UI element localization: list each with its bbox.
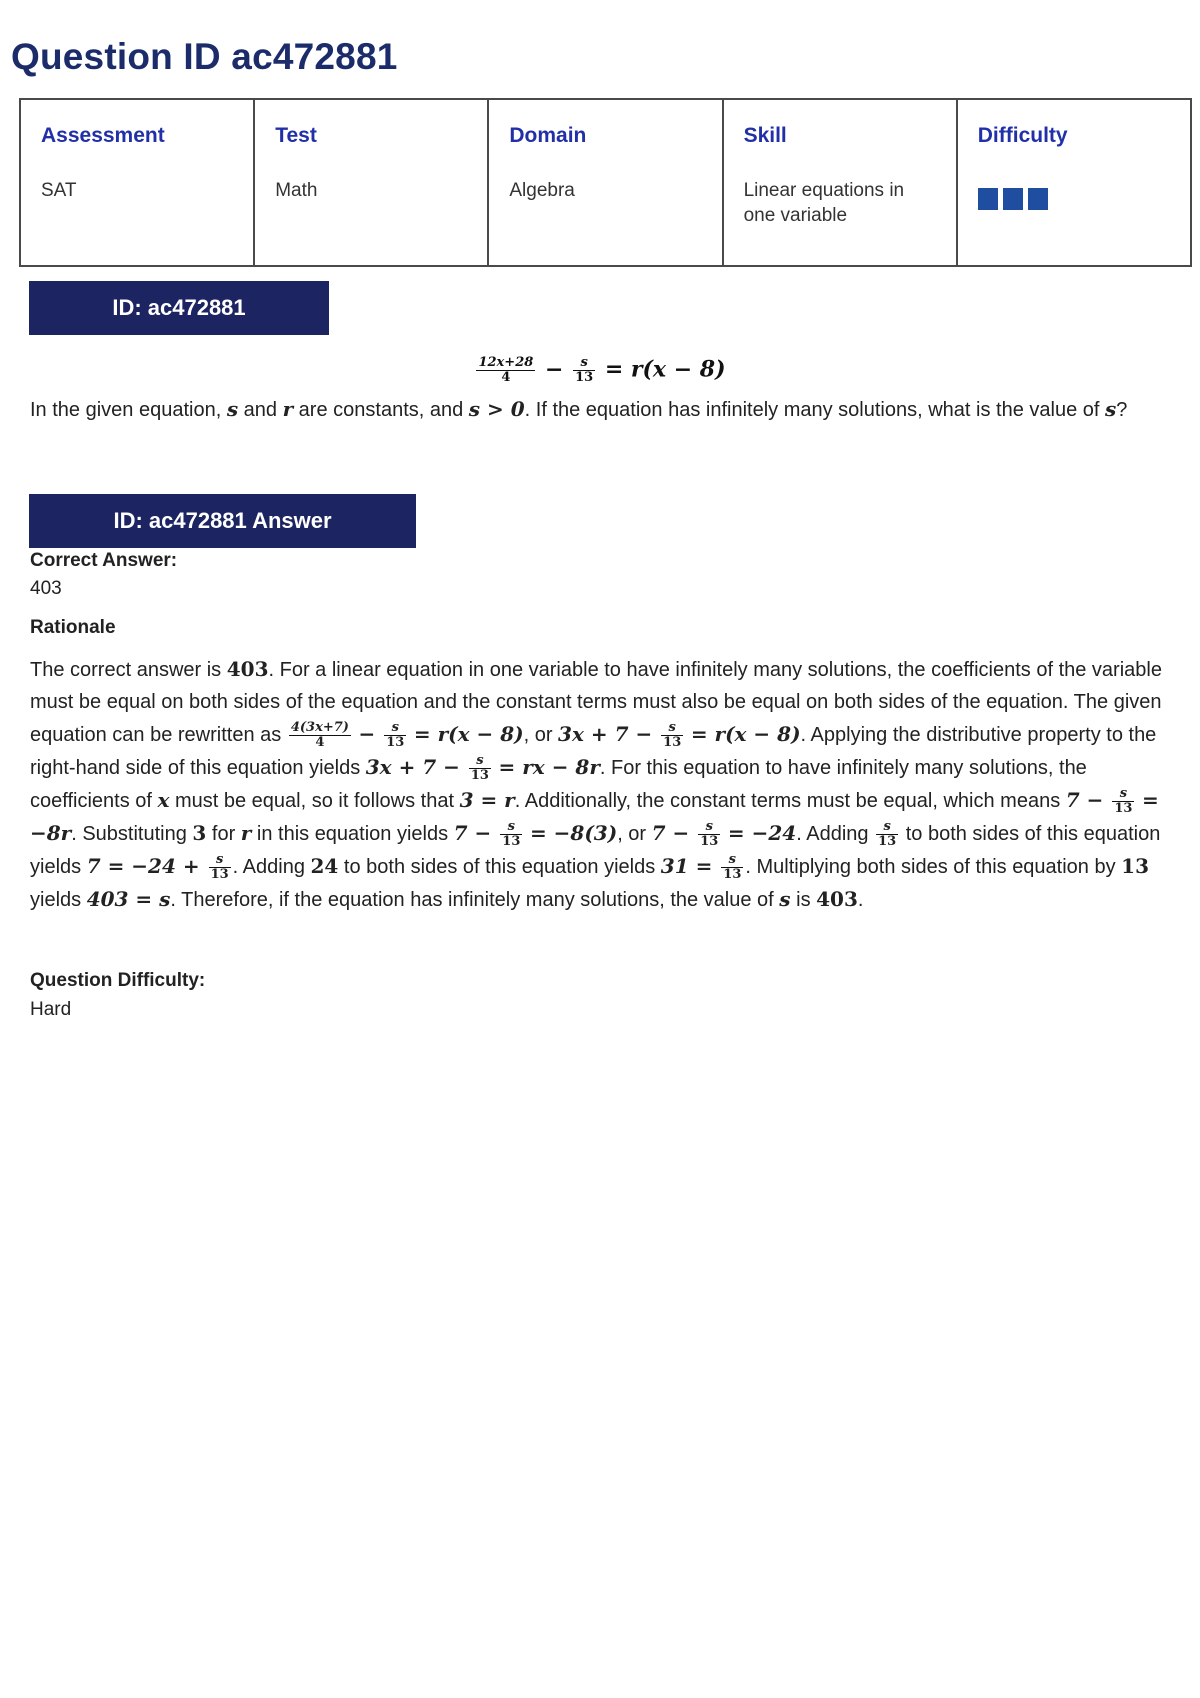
rationale-text: The correct answer is 403. For a linear equation in one variable to have infinitely many solutions, the coefficients of the variable must be equal on both sides of the equation and the constant terms must also be equal on both sides of the equation. The given equation can be rewritten as $\frac{4(3x+7)}{4}$ − $\frac{s}{13}$ = r(x − 8), or 3x + 7 − $\frac{s}{13}$ = r(x − 8). Applying the distributive property to the right-hand side of this equation yields 3x + 7 − $\frac{s}{13}$ = rx − 8r. For this equation to have infinitely many solutions, the coefficients of x must be equal, so it follows that 3 = r. Additionally, the constant terms must be equal, which means 7 − $\frac{s}{13}$ = −8r. Substituting 3 for r in this equation yields 7 − $\frac{s}{13}$ = −8(3), or 7 − $\frac{s}{13}$ = −24. Adding $\frac{s}{13}$ to both sides of this equation yields 7 = −24 + $\frac{s}{13}$ . Adding 24 to both sides of this equation yields 31 = $\frac{s}{13}$ . Multiplying both sides of this equation by 13 yields 403 = s. Therefore, if the equation has infinitely many solutions, the value of s is 403. [30, 657, 1162, 911]
domain-label: Domain [509, 124, 587, 147]
difficulty-label: Difficulty [977, 124, 1068, 147]
correct-answer-label: Correct Answer: [30, 550, 178, 571]
equation-fraction: $\frac{s}{13}$ [575, 355, 594, 385]
equation-fraction: $\frac{s}{13}$ [210, 852, 229, 883]
skill-label: Skill [743, 124, 787, 147]
equation-fraction: $\frac{s}{13}$ [1114, 786, 1133, 817]
skill-value: Linear equations in one variable [743, 180, 905, 226]
domain-value: Algebra [509, 180, 575, 201]
skill-cell [723, 99, 957, 266]
test-value: Math [275, 180, 318, 201]
rationale-heading: Rationale [30, 617, 116, 638]
answer-id-banner: ID: ac472881 Answer [29, 494, 416, 548]
question-equation: $\frac{12x+28}{4}$ − $\frac{s}{13}$ = r(x − 8) [478, 355, 726, 385]
question-difficulty-value: Hard [30, 999, 72, 1020]
difficulty-bar [1028, 188, 1048, 210]
test-cell [254, 99, 488, 266]
assessment-label: Assessment [41, 124, 165, 147]
equation-fraction: $\frac{12x+28}{4}$ [478, 355, 534, 385]
question-id-banner: ID: ac472881 [29, 281, 329, 335]
equation-fraction: $\frac{s}{13}$ [663, 720, 682, 751]
equation-fraction: $\frac{s}{13}$ [502, 819, 521, 850]
difficulty-bar [1003, 188, 1023, 210]
equation-fraction: $\frac{s}{13}$ [723, 852, 742, 883]
equation-fraction: $\frac{s}{13}$ [470, 753, 489, 784]
assessment-value: SAT [41, 180, 77, 201]
page-title: Question ID ac472881 [11, 36, 398, 77]
difficulty-cell [957, 99, 1191, 266]
question-text: In the given equation, s and r are constants, and s > 0. If the equation has infinitely many solutions, what is the value of s? [30, 397, 1128, 421]
question-difficulty-label: Question Difficulty: [30, 970, 206, 991]
domain-cell [488, 99, 722, 266]
difficulty-indicator [978, 188, 1190, 210]
assessment-cell [20, 99, 254, 266]
equation-fraction: $\frac{s}{13}$ [700, 819, 719, 850]
equation-fraction: $\frac{s}{13}$ [386, 720, 405, 751]
metadata-table [19, 98, 1192, 267]
correct-answer-value: 403 [30, 578, 62, 599]
equation-fraction: $\frac{s}{13}$ [878, 819, 897, 850]
equation-fraction: $\frac{4(3x+7)}{4}$ [290, 720, 349, 751]
difficulty-bar [978, 188, 998, 210]
test-label: Test [275, 124, 317, 147]
